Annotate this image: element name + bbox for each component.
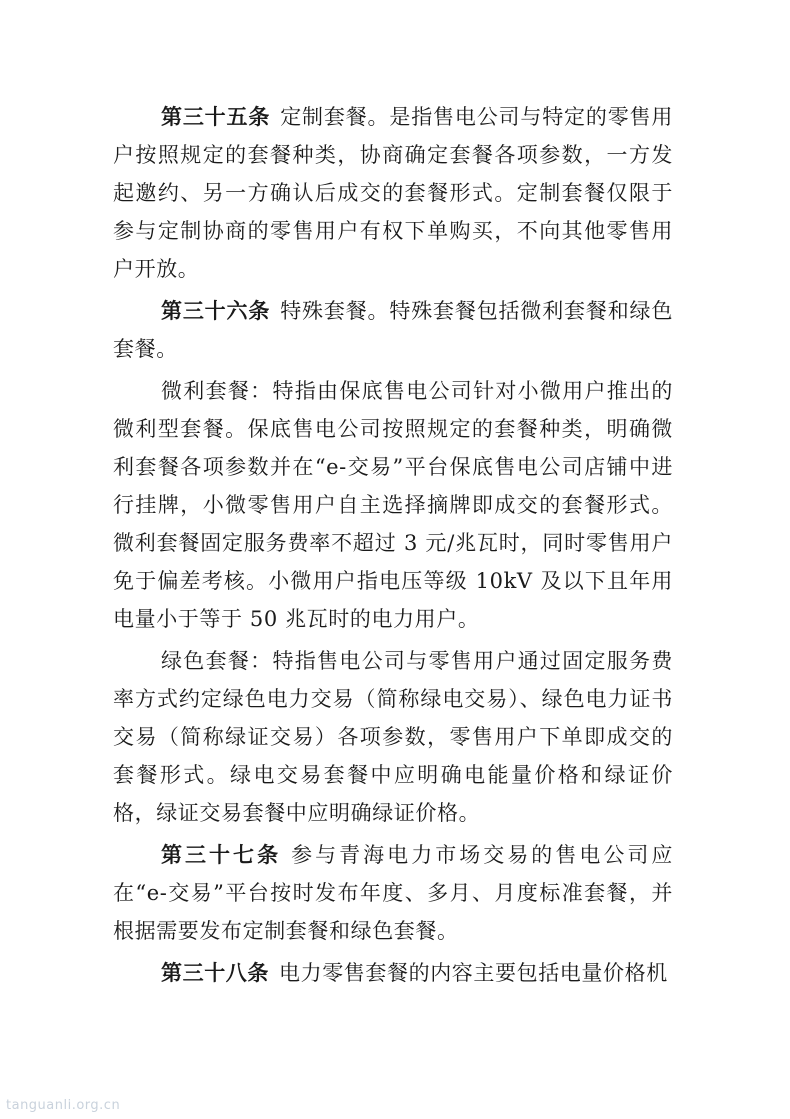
paragraph-green-package: 绿色套餐：特指售电公司与零售用户通过固定服务费率方式约定绿色电力交易（简称绿电交易）、绿色电力证书交易（简称绿证交易）各项参数，零售用户下单即成交的套餐形式。绿电交易套餐中应明确电能量价格和绿证价格，绿证交易套餐中应明确绿证价格。 xyxy=(113,649,673,825)
article-38 xyxy=(113,954,673,992)
article-36 xyxy=(113,292,673,368)
article-text: 参与青海电力市场交易的售电公司应在“e-交易”平台按时发布年度、多月、月度标准套餐，并根据需要发布定制套餐和绿色套餐。 xyxy=(113,843,674,943)
paragraph-micro-profit-package: 微利套餐：特指由保底售电公司针对小微用户推出的微利型套餐。保底售电公司按照规定的套餐种类，明确微利套餐各项参数并在“e-交易”平台保底售电公司店铺中进行挂牌，小微零售用户自主选择摘牌即成交的套餐形式。微利套餐固定服务费率不超过 3 元/兆瓦时，同时零售用户免于偏差考核。小微用户指电压等级 10kV 及以下且年用电量小于等于 50 兆瓦时的电力用户。 xyxy=(113,379,673,631)
article-number: 第三十六条 xyxy=(161,298,271,323)
article-text: 定制套餐。是指售电公司与特定的零售用户按照规定的套餐种类，协商确定套餐各项参数，一方发起邀约、另一方确认后成交的套餐形式。定制套餐仅限于参与定制协商的零售用户有权下单购买，不向其他零售用户开放。 xyxy=(113,105,673,281)
site-watermark: tanguanli.org.cn xyxy=(6,1098,121,1113)
document-body xyxy=(113,98,673,992)
article-37 xyxy=(113,836,673,950)
article-number: 第三十五条 xyxy=(161,104,271,129)
article-35 xyxy=(113,98,673,288)
article-text: 电力零售套餐的内容主要包括电量价格机 xyxy=(279,961,668,985)
article-number: 第三十八条 xyxy=(161,960,269,985)
article-number: 第三十七条 xyxy=(161,842,282,867)
article-text: 特殊套餐。特殊套餐包括微利套餐和绿色套餐。 xyxy=(113,299,673,361)
